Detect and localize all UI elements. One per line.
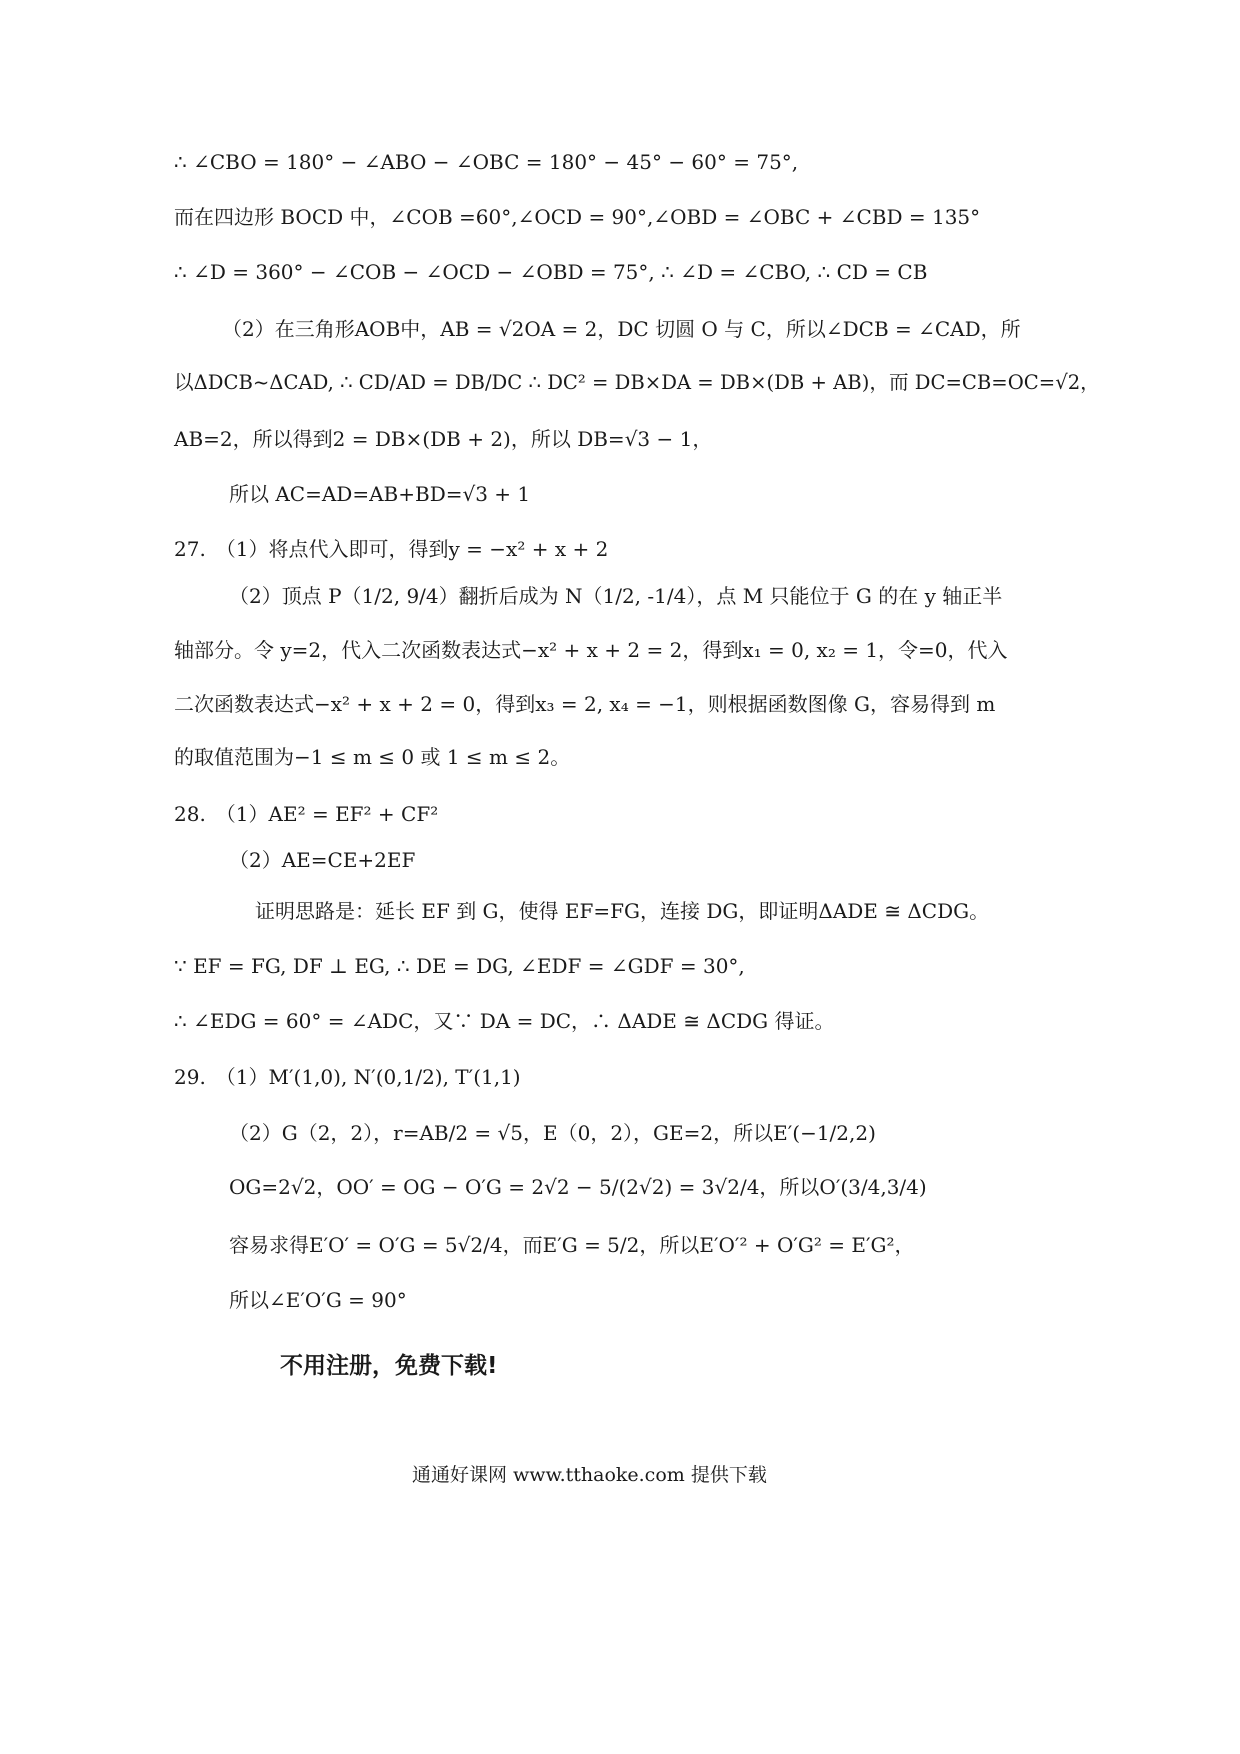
text-line: （2）顶点 P（1/2, 9/4）翻折后成为 N（1/2, -1/4），点 M 只能位于 G 的在 y 轴正半 — [229, 584, 1003, 608]
text-line: 以ΔDCB~ΔCAD, ∴ CD/AD = DB/DC ∴ DC² = DB×DA = DB×(DB + AB)，而 DC=CB=OC=√2， — [174, 370, 1100, 394]
free-download-banner: 不用注册，免费下载! — [280, 1353, 498, 1379]
text-line: 所以∠E′O′G = 90° — [229, 1288, 407, 1312]
text-line: ∴ ∠D = 360° − ∠COB − ∠OCD − ∠OBD = 75°, ∴ ∠D = ∠CBO, ∴ CD = CB — [174, 260, 928, 284]
text-line: ∵ EF = FG, DF ⊥ EG, ∴ DE = DG, ∠EDF = ∠GDF = 30°, — [174, 954, 745, 978]
text-line: 容易求得E′O′ = O′G = 5√2/4，而E′G = 5/2，所以E′O′² + O′G² = E′G²， — [229, 1233, 915, 1257]
text-line: ∴ ∠CBO = 180° − ∠ABO − ∠OBC = 180° − 45° − 60° = 75°, — [174, 150, 799, 174]
text-line: （2）AE=CE+2EF — [229, 848, 416, 872]
text-line: OG=2√2，OO′ = OG − O′G = 2√2 − 5/(2√2) = 3√2/4，所以O′(3/4,3/4) — [229, 1175, 927, 1199]
text-line: 而在四边形 BOCD 中，∠COB =60°,∠OCD = 90°,∠OBD = ∠OBC + ∠CBD = 135° — [174, 205, 981, 229]
text-line: 29. （1）M′(1,0), N′(0,1/2), T′(1,1) — [174, 1065, 521, 1089]
text-line: 28. （1）AE² = EF² + CF² — [174, 802, 439, 826]
text-line: ∴ ∠EDG = 60° = ∠ADC，又∵ DA = DC，∴ ΔADE ≅ ΔCDG 得证。 — [174, 1009, 835, 1033]
text-line: 的取值范围为−1 ≤ m ≤ 0 或 1 ≤ m ≤ 2。 — [174, 745, 571, 769]
text-line: 证明思路是：延长 EF 到 G，使得 EF=FG，连接 DG，即证明ΔADE ≅ ΔCDG。 — [255, 899, 990, 923]
text-line: 轴部分。令 y=2，代入二次函数表达式−x² + x + 2 = 2，得到x₁ = 0, x₂ = 1，令=0，代入 — [174, 638, 1008, 662]
text-line: （2）在三角形AOB中，AB = √2OA = 2，DC 切圆 O 与 C，所以∠DCB = ∠CAD，所 — [222, 317, 1021, 341]
text-line: （2）G（2，2），r=AB/2 = √5，E（0，2），GE=2，所以E′(−1/2,2) — [229, 1121, 876, 1145]
text-line: AB=2，所以得到2 = DB×(DB + 2)，所以 DB=√3 − 1， — [174, 427, 713, 451]
text-line: 27. （1）将点代入即可，得到y = −x² + x + 2 — [174, 537, 609, 561]
text-line: 二次函数表达式−x² + x + 2 = 0，得到x₃ = 2, x₄ = −1，则根据函数图像 G，容易得到 m — [174, 692, 996, 716]
page-footer: 通通好课网 www.tthaoke.com 提供下载 — [412, 1464, 767, 1486]
text-line: 所以 AC=AD=AB+BD=√3 + 1 — [229, 482, 531, 506]
